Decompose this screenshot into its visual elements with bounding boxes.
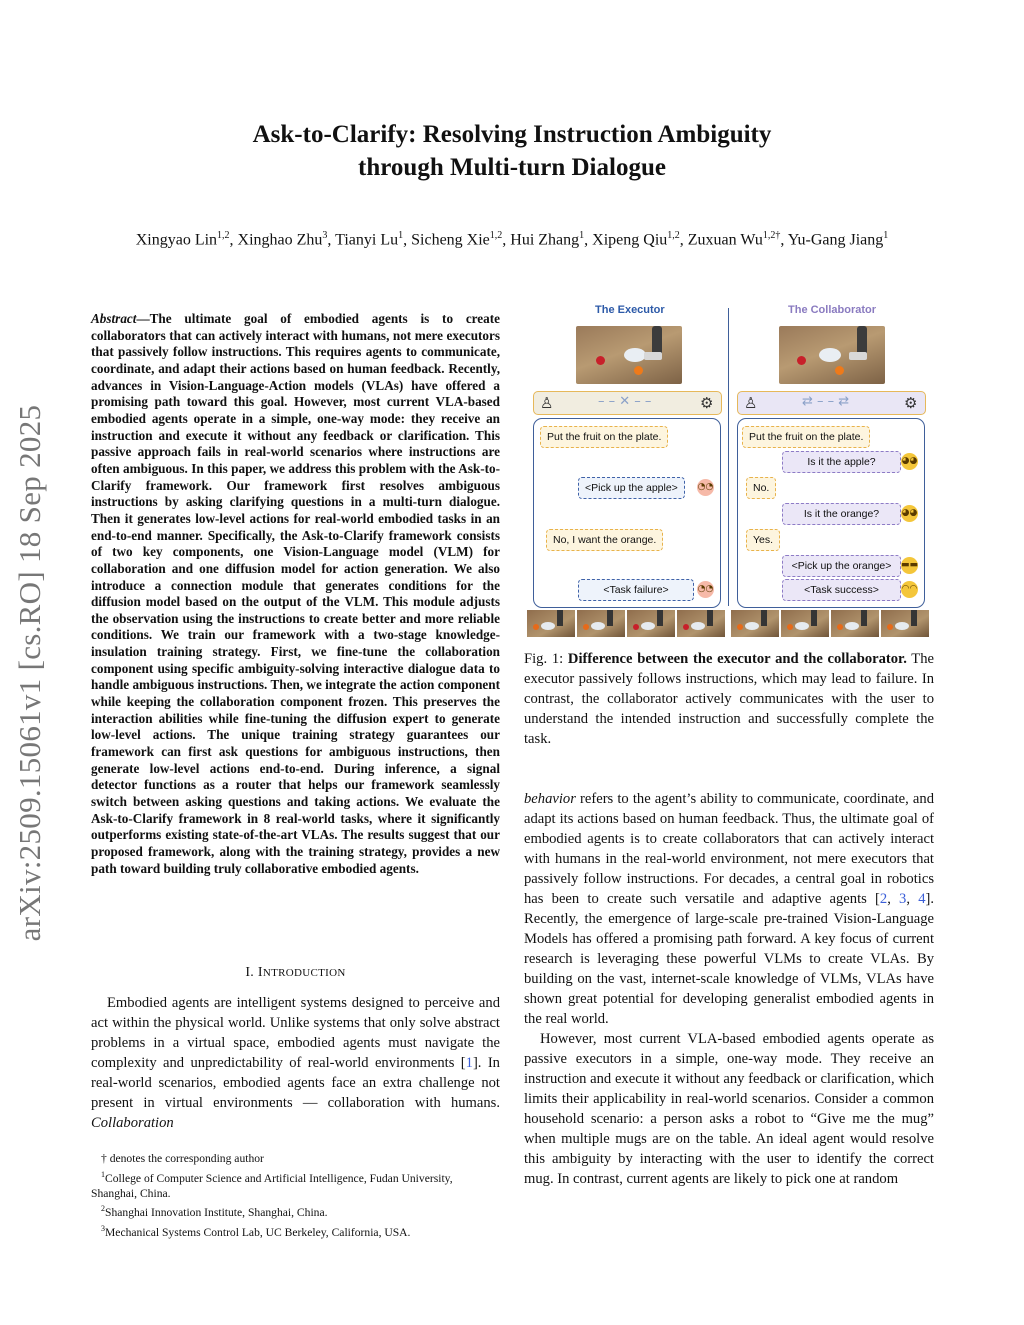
executor-user-instruction: Put the fruit on the plate. (540, 426, 668, 448)
thinking-face-icon: ◕◕ (901, 505, 918, 522)
cool-face-icon: ▬▬ (901, 557, 918, 574)
author-affiliation: 1 (883, 230, 889, 241)
section-title-rest: NTRODUCTION (262, 967, 346, 979)
intro-p1-text-b: ]. In real-world scenarios, embodied agents face an extra challenge not present in virtual environments — collaboration with humans. (91, 1055, 500, 1111)
frame-thumbnail (731, 610, 779, 637)
section-number: I. (245, 965, 255, 980)
paper-title (0, 118, 1024, 184)
collaborator-question-orange: Is it the orange? (782, 503, 901, 525)
footnote-2: $^2$Shanghai Innovation Institute, Shanghai, China. (101, 1204, 328, 1220)
abstract-body: The ultimate goal of embodied agents is to create collaborators that can actively interact with humans, not mere executors that passively follow instructions. This requires agents to communicate, coordinate, and adapt their actions based on human feedback. Recently, advances in Vision-Language-Action models (VLAs) have offered a promising path toward this goal. However, most current VLA-based embodied agents operate in a simple, one-way mode: they receive an instruction and execute it without any feedback or clarification. This passive approach fails in real-world scenarios where instructions are often ambiguous. In this paper, we address this problem with the Ask-to-Clarify framework. Our framework first resolves ambiguous instructions by asking clarifying questions in a multi-turn dialogue. Then it generates low-level actions for real-world embodied tasks in an end-to-end manner. Specifically, the Ask-to-Clarify framework consists of two key components, one Vision-Language model (VLM) for collaboration and one diffusion model for action generation. We also introduce a connection module that generates conditions for the diffusion model based on the output of the VLM. This module adjusts the observation using the instructions to create better and more reliable conditions. We train our framework with a two-stage knowledge-insulation training strategy. First, we fine-tune the collaboration component using specific ambiguity-solving interactive dialogue data to handle ambiguous instructions. Then, we integrate the action component while keeping the collaboration component frozen. This preserves the interaction abilities while fine-tuning the diffusion expert to generate low-level actions. The unique training strategy guarantees our framework can first ask questions for ambiguous instructions, then generate low-level actions end-to-end. During inference, a signal detector functions as a router that helps our framework seamlessly switch between asking questions and taking actions. We evaluate the Ask-to-Clarify framework in 8 real-world tasks, where it significantly outperforms existing state-of-the-art VLAs. The results suggest that our proposed framework, along with the training strategy, provides a new path toward building truly collaborative embodied agents. (91, 311, 500, 876)
footnote-3: $^3$Mechanical Systems Control Lab, UC Berkeley, California, USA. (101, 1223, 411, 1239)
abstract-heading: Abstract (91, 311, 137, 326)
collaborator-header-bar (737, 391, 926, 415)
collaborator-user-instruction: Put the fruit on the plate. (742, 426, 870, 448)
citation-link-4[interactable]: 4 (918, 891, 926, 907)
author-name: Zuxuan Wu (687, 231, 763, 249)
author-name: Xipeng Qiu (592, 231, 668, 249)
collaborator-label: The Collaborator (788, 304, 877, 316)
executor-scene-photo (576, 326, 682, 384)
author-affiliation: 1,2 (667, 230, 680, 241)
collaborator-user-no: No. (746, 477, 776, 499)
two-way-channel-icon: ⇄ – – ⇄ (802, 394, 850, 409)
author-affiliation: 1,2† (762, 230, 781, 241)
frame-thumbnail (527, 610, 575, 637)
user-icon: ♙ (540, 394, 554, 412)
author-name: Sicheng Xie (411, 231, 490, 249)
figure-divider (728, 308, 729, 606)
figure-1-caption (524, 649, 934, 749)
robot-arm-icon: ⚙ (700, 394, 714, 412)
footnotes (91, 1151, 500, 1240)
author-affiliation: 1 (579, 230, 585, 241)
collaborator-action-pick-orange: <Pick up the orange> (782, 555, 901, 577)
caption-bold: Difference between the executor and the collaborator. (567, 651, 907, 667)
author-affiliation: 1,2 (217, 230, 230, 241)
footnote-dagger: † denotes the corresponding author (101, 1152, 264, 1165)
frame-thumbnail (881, 610, 929, 637)
caption-label: Fig. 1: (524, 651, 568, 667)
author-name: Tianyi Lu (335, 231, 399, 249)
happy-face-icon: ◠◠ (901, 581, 918, 598)
collaborator-user-yes: Yes. (746, 529, 780, 551)
author-name: Xingyao Lin (135, 231, 218, 249)
frame-thumbnail (781, 610, 829, 637)
right-p1-text-b: ]. Recently, the emergence of large-scale pre-trained Vision-Language Models has offered a promising path forward. A key focus of current research is leveraging these powerful VLMs to create VLAs. By building on the vast, internet-scale knowledge of VLMs, VLAs have shown great potential for developing generalist embodied agents in the real world. (524, 891, 935, 1027)
title-line-2: through Multi-turn Dialogue (358, 154, 666, 181)
arxiv-sidebar-stamp: arXiv:2509.15061v1 [cs.RO] 18 Sep 2025 (12, 404, 47, 942)
author-affiliation: 3 (322, 230, 328, 241)
executor-task-failure: <Task failure> (578, 579, 694, 601)
title-line-1: Ask-to-Clarify: Resolving Instruction Ambiguity (252, 121, 772, 148)
collaborator-question-apple: Is it the apple? (782, 451, 901, 473)
shocked-face-icon: ◔◔ (697, 581, 714, 598)
caption-text: The executor passively follows instructions, which may lead to failure. In contrast, the collaborator actively communicates with the user to understand the intended instruction and successfully complete the task. (524, 651, 934, 747)
executor-user-correction: No, I want the orange. (546, 529, 663, 551)
figure-1 (527, 298, 929, 638)
citation-link-2[interactable]: 2 (879, 891, 888, 907)
footnote-1: $^1$College of Computer Science and Artificial Intelligence, Fudan University, Shanghai, China. (91, 1169, 453, 1200)
abstract (91, 311, 500, 877)
citation-link-1[interactable]: 1 (465, 1055, 473, 1071)
execution-frames-strip (527, 610, 929, 637)
frame-thumbnail (577, 610, 625, 637)
right-column-text (524, 789, 934, 1189)
collaborator-scene-photo (779, 326, 885, 384)
right-p1-italic: behavior (524, 791, 576, 807)
section-title-initial: I (257, 965, 263, 980)
right-paragraph-2: However, most current VLA-based embodied agents operate as passive executors in a simple, one-way mode. They receive an instruction and execute it without any feedback or clarification, which limits their applicability in real-world scenarios. Consider a common household scenario: a person asks a robot to “Give me the mug” when multiple mugs are on the table. An ideal agent would resolve this ambiguity by interacting with the user to identify the correct mug. In contrast, current agents are likely to pick one at random (524, 1031, 934, 1187)
worried-face-icon: ◔◔ (697, 479, 714, 496)
thinking-face-icon: ◕◕ (901, 453, 918, 470)
user-icon: ♙ (744, 394, 758, 412)
right-paragraph-1: behavior refers to the agent’s ability to communicate, coordinate, and adapt its actions based on human feedback. Thus, the ultimate goal of embodied agents is to create collaborators that can actively interact with humans in the real-world environment, not mere executors that passively follow instructions. For decades, a central goal in robotics has been to create such versatile and adaptive agents [2, 3, 4]. Recently, the emergence of large-scale pre-trained Vision-Language Models has offered a promising path forward. A key focus of current research is leveraging these powerful VLMs to create VLAs. By building on the vast, internet-scale knowledge of VLMs, VLAs have shown great potential for developing generalist embodied agents in the real world. (524, 791, 935, 1027)
author-name: Hui Zhang (510, 231, 580, 249)
frame-thumbnail (677, 610, 725, 637)
frame-thumbnail (627, 610, 675, 637)
executor-header-bar (533, 391, 722, 415)
frame-thumbnail (831, 610, 879, 637)
author-list: Xingyao Lin$^{1,2}$, Xinghao Zhu$^3$, Tianyi Lu$^1$, Sicheng Xie$^{1,2}$, Hui Zhang$^1$, Xipeng Qiu$^{1,2}$, Zuxuan $Wu^{1,2\dagger}$, Yu-Gang Jiang$^1$ (135, 230, 889, 249)
executor-dialog-panel (533, 418, 721, 608)
intro-p1-text-a: Embodied agents are intelligent systems designed to perceive and act within the physical world. Unlike systems that only solve abstract problems in a virtual space, embodied agents must navigate the complexity and unpredictability of real-world environments [ (91, 995, 500, 1071)
intro-paragraph-1 (91, 993, 500, 1133)
robot-arm-icon: ⚙ (904, 394, 918, 412)
collaborator-task-success: <Task success> (782, 579, 901, 601)
author-name: Xinghao Zhu (237, 231, 323, 249)
right-p1-text-a: refers to the agent’s ability to communicate, coordinate, and adapt its actions based on human feedback. Thus, the ultimate goal of embodied agents is to create collaborators that can actively interact with humans in the real-world environment, not mere executors that passively follow instructions. For decades, a central goal in robotics has been to create such versatile and adaptive agents [ (524, 791, 934, 907)
abstract-dash: — (136, 311, 150, 326)
author-affiliation: 1,2 (489, 230, 503, 241)
intro-p1-italic: Collaboration (91, 1115, 174, 1131)
intro-text (91, 993, 500, 1133)
author-name: Yu-Gang Jiang (787, 231, 884, 249)
executor-action-pick-apple: <Pick up the apple> (578, 477, 685, 499)
blocked-channel-icon: – – ✕ – – (598, 394, 652, 409)
collaborator-dialog-panel (737, 418, 925, 608)
executor-label: The Executor (595, 304, 665, 316)
section-heading-introduction (91, 965, 500, 981)
author-affiliation: 1 (398, 230, 404, 241)
citation-link-3[interactable]: 3 (899, 891, 907, 907)
